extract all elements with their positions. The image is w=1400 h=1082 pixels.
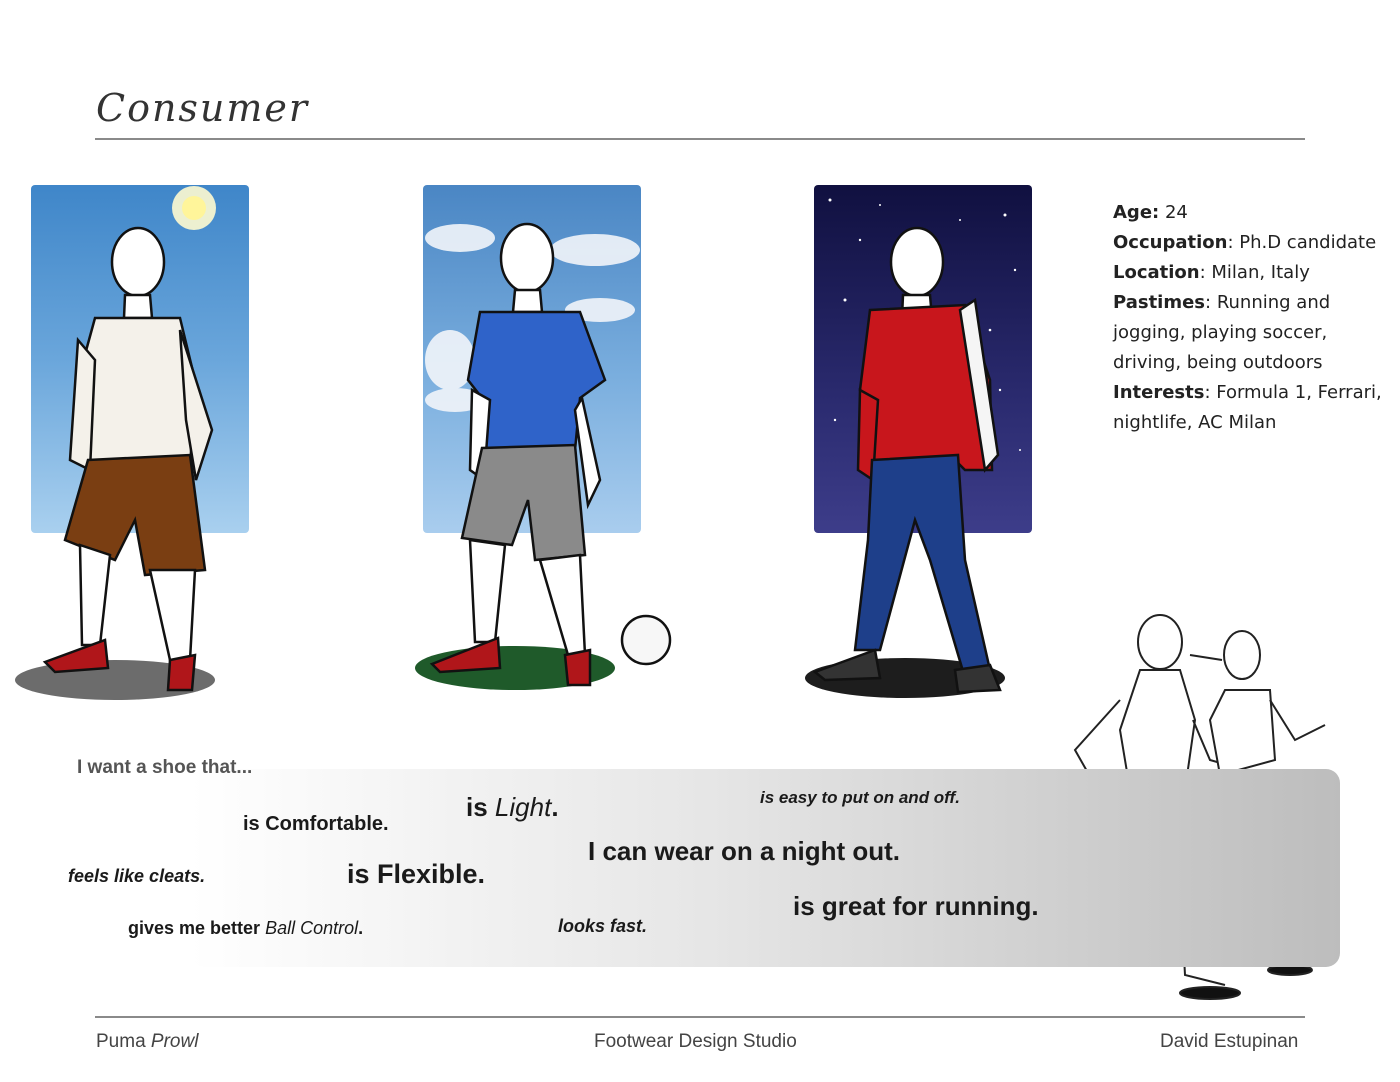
footer-project: Puma Prowl [96,1031,199,1052]
profile-location: Location: Milan, Italy [1113,262,1310,283]
profile-age: Age: 24 [1113,202,1188,223]
profile-occupation: Occupation: Ph.D candidate [1113,232,1377,253]
figure-night [815,228,1000,692]
want-flexible: is Flexible. [347,859,486,889]
want-ball-control: gives me better Ball Control. [128,918,364,938]
want-cleats: feels like cleats. [68,866,206,886]
footer-divider [95,1016,1305,1018]
want-light: is Light. [466,792,559,822]
footer-studio: Footwear Design Studio [594,1031,797,1052]
profile-interests: Interests: Formula 1, Ferrari, nightlife, AC Milan [1113,382,1382,433]
footer-author: David Estupinan [1160,1031,1299,1052]
profile-pastimes: Pastimes: Running and jogging, playing soccer, driving, being outdoors [1113,292,1331,373]
want-fast: looks fast. [558,916,648,936]
wants-lead: I want a shoe that... [77,757,253,778]
sun-core [182,196,206,220]
consumer-profile [1113,198,1400,438]
want-comfortable: is Comfortable. [243,813,389,835]
want-easy: is easy to put on and off. [760,788,960,807]
figure-casual [45,228,212,690]
want-night-out: I can wear on a night out. [588,836,901,866]
want-running: is great for running. [793,891,1039,921]
page-title: Consumer [96,86,310,130]
figure-soccer [432,224,670,685]
